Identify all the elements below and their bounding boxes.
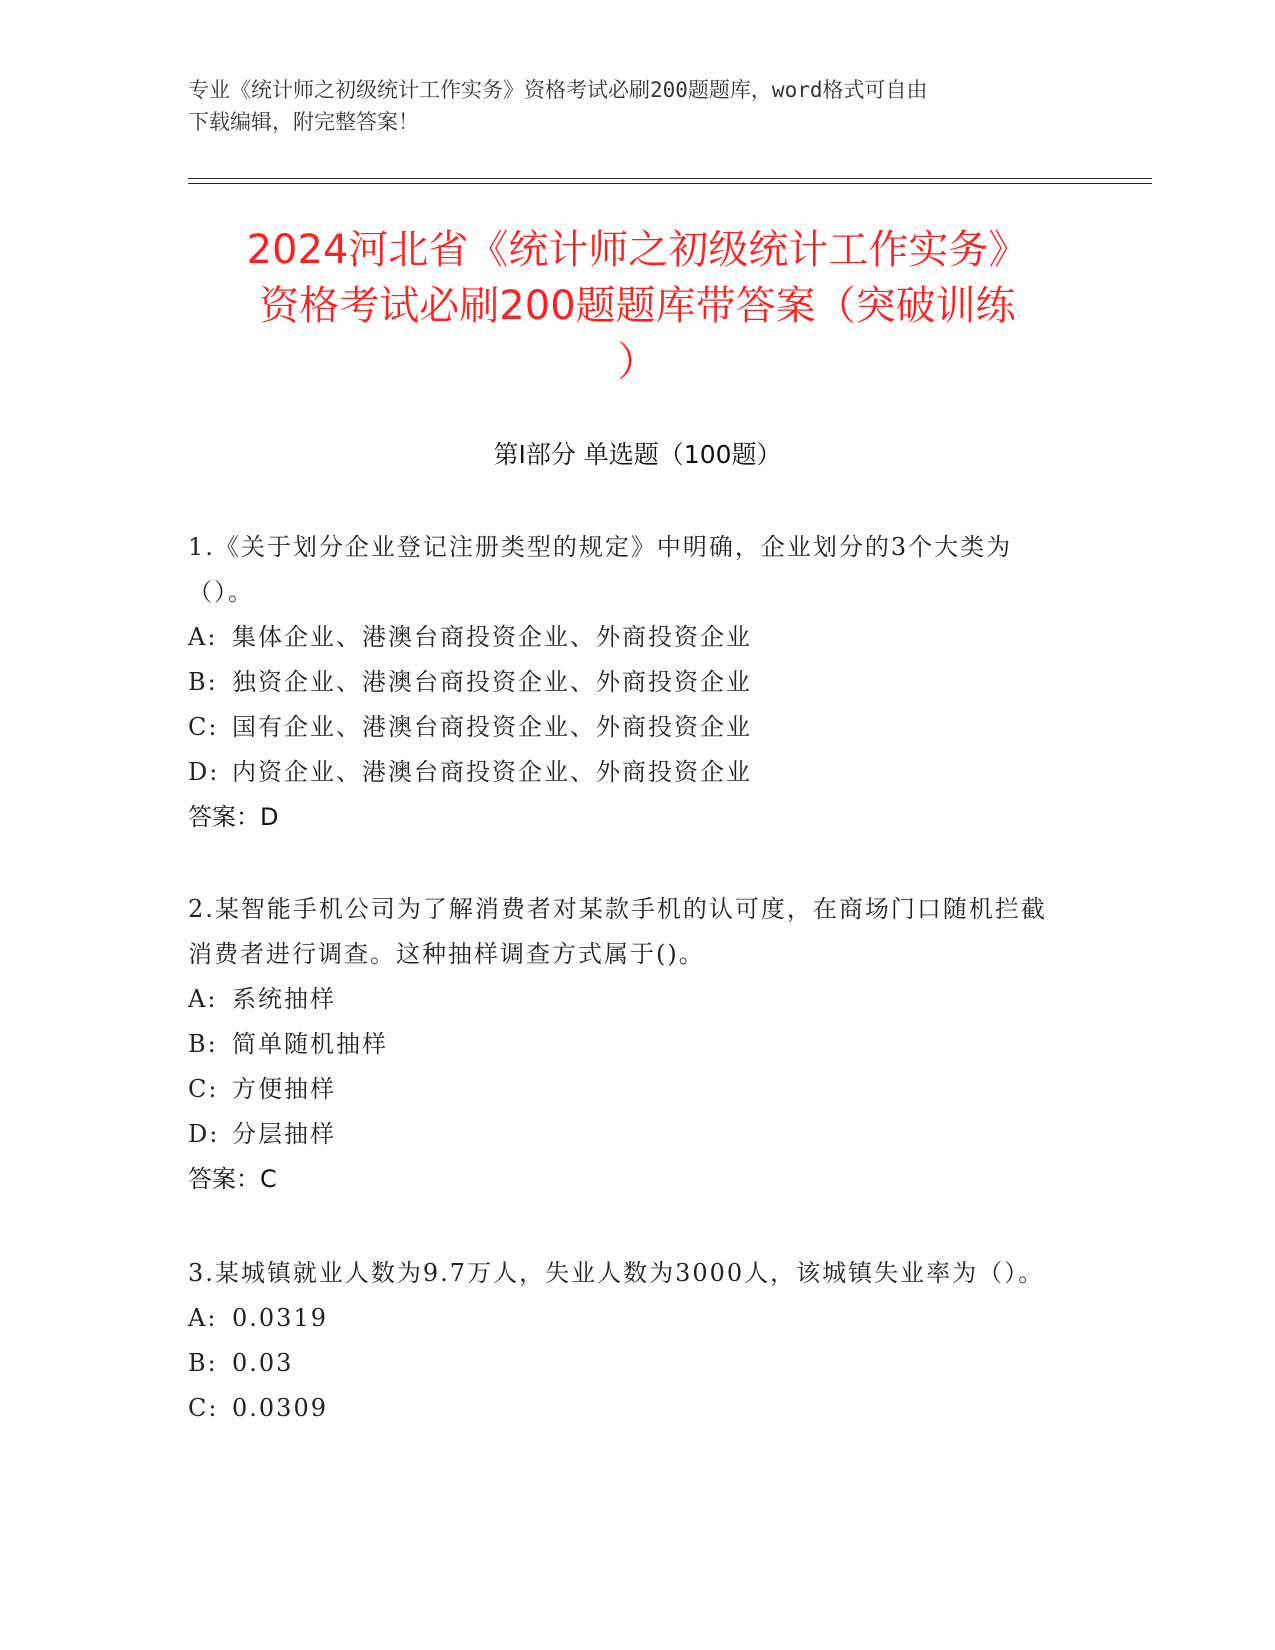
option-text: 0.0309 (232, 1394, 328, 1422)
option-text: 0.0319 (232, 1304, 328, 1332)
header-note-line-1: 专业《统计师之初级统计工作实务》资格考试必刷200题题库，word格式可自由 (188, 78, 928, 102)
question-2 (188, 887, 1068, 1202)
option-key: A: (188, 1304, 218, 1332)
header-divider-bottom (188, 183, 1152, 184)
option-text: 0.03 (232, 1349, 294, 1377)
option-b (188, 1022, 1068, 1067)
option-text: 独资企业、港澳台商投资企业、外商投资企业 (232, 668, 752, 696)
option-b (188, 660, 1068, 705)
option-text: 系统抽样 (232, 985, 336, 1013)
question-1 (188, 525, 1068, 840)
option-text: 国有企业、港澳台商投资企业、外商投资企业 (232, 713, 752, 741)
option-c (188, 1067, 1068, 1112)
option-text: 内资企业、港澳台商投资企业、外商投资企业 (232, 758, 752, 786)
header-note (188, 74, 1088, 138)
option-text: 集体企业、港澳台商投资企业、外商投资企业 (232, 623, 752, 651)
option-d (188, 1112, 1068, 1157)
option-key: C: (188, 713, 219, 741)
option-a (188, 977, 1068, 1022)
option-c (188, 705, 1068, 750)
option-key: D: (188, 758, 220, 786)
option-text: 方便抽样 (232, 1075, 336, 1103)
header-note-line-2: 下载编辑，附完整答案！ (188, 110, 419, 134)
document-title-line-3: ） (617, 339, 658, 385)
option-b (188, 1341, 1068, 1386)
option-key: B: (188, 1030, 218, 1058)
option-key: C: (188, 1075, 219, 1103)
option-text: 简单随机抽样 (232, 1030, 388, 1058)
option-a (188, 1296, 1068, 1341)
answer: 答案：C (188, 1165, 277, 1193)
question-stem: 1.《关于划分企业登记注册类型的规定》中明确，企业划分的3个大类为（）。 (188, 533, 1013, 606)
option-c (188, 1386, 1068, 1431)
option-key: A: (188, 623, 218, 651)
option-text: 分层抽样 (232, 1120, 336, 1148)
option-key: C: (188, 1394, 219, 1422)
section-heading: 第Ⅰ部分 单选题（100题） (493, 440, 782, 469)
document-title (160, 222, 1115, 390)
header-divider-top (188, 178, 1152, 179)
question-3 (188, 1251, 1068, 1431)
option-a (188, 615, 1068, 660)
option-key: A: (188, 985, 218, 1013)
question-stem: 2.某智能手机公司为了解消费者对某款手机的认可度，在商场门口随机拦截消费者进行调查。这种抽样调查方式属于()。 (188, 895, 1047, 968)
document-title-line-1: 2024河北省《统计师之初级统计工作实务》 (246, 227, 1029, 273)
option-key: D: (188, 1120, 220, 1148)
document-title-line-2: 资格考试必刷200题题库带答案（突破训练 (259, 283, 1016, 329)
option-key: B: (188, 668, 218, 696)
option-key: B: (188, 1349, 218, 1377)
option-d (188, 750, 1068, 795)
question-stem: 3.某城镇就业人数为9.7万人，失业人数为3000人，该城镇失业率为（）。 (188, 1259, 1045, 1287)
answer: 答案：D (188, 803, 279, 831)
